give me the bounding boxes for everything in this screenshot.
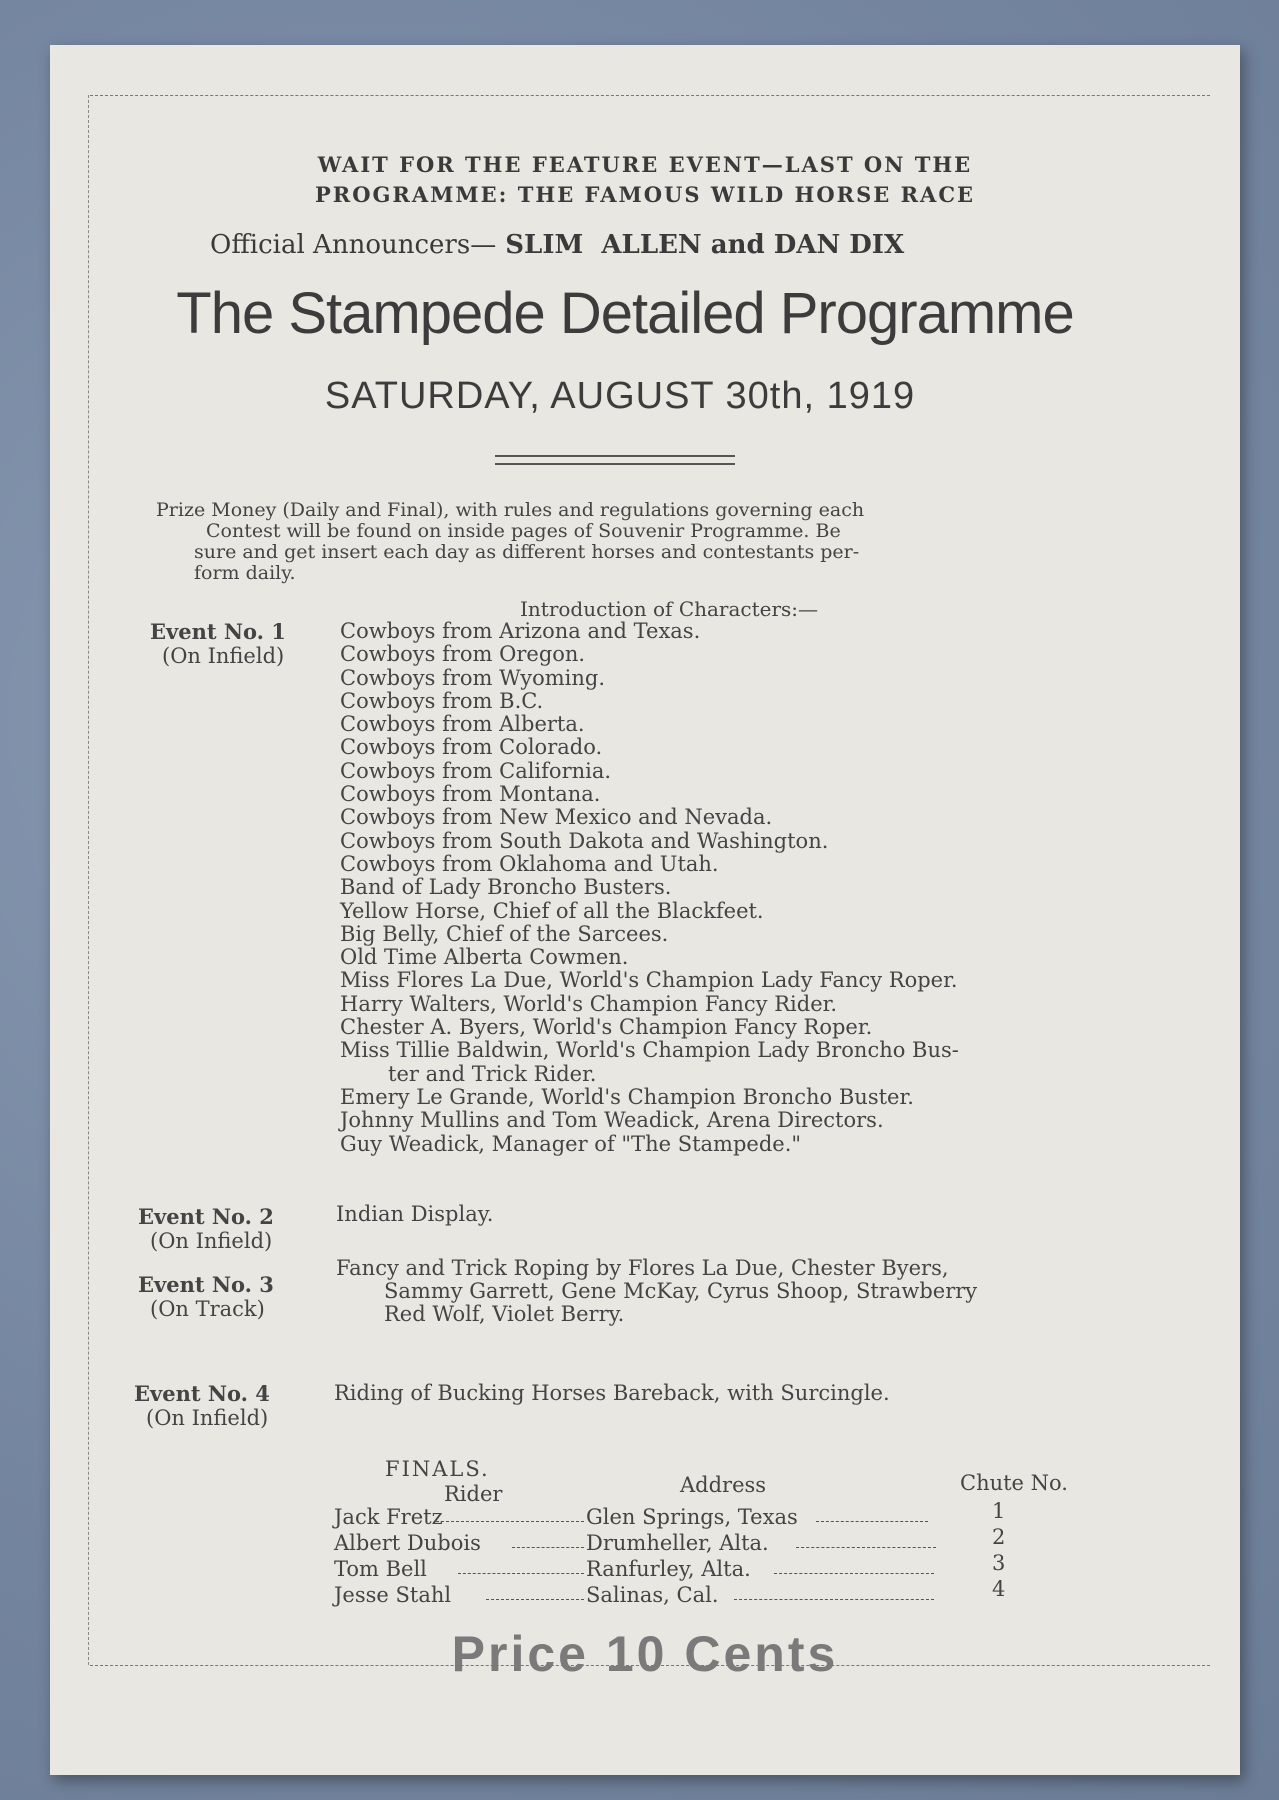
leader-dashes <box>816 1521 928 1522</box>
list-item: Big Belly, Chief of the Sarcees. <box>340 921 669 946</box>
list-item: Cowboys from Colorado. <box>340 735 603 760</box>
event-2-text: Indian Display. <box>336 1202 494 1226</box>
feature-event-notice <box>50 150 1240 210</box>
rider-address: Salinas, Cal. <box>586 1583 719 1607</box>
table-row <box>334 1551 1154 1583</box>
event-1-label <box>150 620 286 668</box>
event-3-label <box>138 1273 274 1321</box>
list-item: Chester A. Byers, World's Champion Fancy Roper. <box>340 1015 873 1040</box>
leader-dashes <box>796 1547 936 1548</box>
leader-dashes <box>436 1521 584 1522</box>
list-item: Harry Walters, World's Champion Fancy Rider. <box>340 991 838 1016</box>
event-number: Event No. 2 <box>138 1204 274 1229</box>
prize-line: sure and get insert each day as different horses and contestants per- <box>194 541 860 563</box>
finals-heading: FINALS. <box>385 1457 490 1481</box>
feature-line-2: PROGRAMME: THE FAMOUS WILD HORSE RACE <box>314 182 976 207</box>
list-item: Yellow Horse, Chief of all the Blackfeet. <box>340 898 764 923</box>
event-3-line: Fancy and Trick Roping by Flores La Due, Chester Byers, <box>336 1256 949 1280</box>
list-item: Cowboys from B.C. <box>340 688 544 713</box>
characters-list <box>340 620 1140 1156</box>
leader-dashes <box>486 1599 584 1600</box>
announcers-label: Official Announcers— <box>210 230 497 260</box>
dashed-border-left <box>88 95 89 1665</box>
event-number: Event No. 3 <box>138 1272 274 1297</box>
list-item: Old Time Alberta Cowmen. <box>340 945 629 970</box>
list-item: Cowboys from Alberta. <box>340 712 585 737</box>
list-item: Cowboys from Oregon. <box>340 642 586 667</box>
prize-money-note <box>156 500 1056 584</box>
event-location: (On Infield) <box>150 1229 273 1253</box>
prize-line: Contest will be found on inside pages of Souvenir Programme. Be <box>206 520 841 542</box>
event-4-text: Riding of Bucking Horses Bareback, with Surcingle. <box>334 1381 890 1405</box>
list-item: Emery Le Grande, World's Champion Broncho Buster. <box>340 1084 914 1109</box>
rider-name: Jesse Stahl <box>334 1583 452 1607</box>
rider-name: Tom Bell <box>334 1557 427 1581</box>
rider-address: Glen Springs, Texas <box>586 1505 798 1529</box>
event-location: (On Infield) <box>146 1406 269 1430</box>
list-item: Miss Flores La Due, World's Champion Lady Fancy Roper. <box>340 968 958 993</box>
col-rider: Rider <box>444 1482 503 1506</box>
list-item: Cowboys from New Mexico and Nevada. <box>340 805 773 830</box>
rider-name: Jack Fretz <box>334 1505 443 1529</box>
list-item: Cowboys from California. <box>340 758 612 783</box>
prize-line: Prize Money (Daily and Final), with rules and regulations governing each <box>156 499 865 521</box>
event-2-label <box>138 1205 274 1253</box>
chute-number: 3 <box>992 1551 1006 1575</box>
table-row <box>334 1525 1154 1557</box>
event-number: Event No. 4 <box>134 1381 270 1406</box>
table-row <box>334 1499 1154 1531</box>
leader-dashes <box>734 1599 934 1600</box>
chute-number: 1 <box>992 1499 1006 1523</box>
table-row <box>334 1577 1154 1609</box>
event-3-text <box>336 1257 1156 1326</box>
chute-number: 2 <box>992 1525 1006 1549</box>
programme-sheet <box>50 45 1240 1775</box>
col-address: Address <box>680 1473 767 1497</box>
finals-table <box>334 1499 1154 1609</box>
prize-line: form daily. <box>194 562 296 584</box>
event-number: Event No. 1 <box>150 619 286 644</box>
list-item: Johnny Mullins and Tom Weadick, Arena Directors. <box>340 1108 884 1133</box>
list-item: Band of Lady Broncho Busters. <box>340 875 672 900</box>
event-location: (On Infield) <box>162 644 285 668</box>
list-item: Cowboys from Montana. <box>340 782 601 807</box>
list-item: Cowboys from Arizona and Texas. <box>340 619 701 643</box>
list-item: Miss Tillie Baldwin, World's Champion Lady Broncho Bus- <box>340 1038 959 1063</box>
leader-dashes <box>512 1547 584 1548</box>
page-title: The Stampede Detailed Programme <box>176 281 1074 346</box>
list-item: Guy Weadick, Manager of "The Stampede." <box>340 1131 802 1156</box>
feature-line-1: WAIT FOR THE FEATURE EVENT—LAST ON THE <box>317 152 973 177</box>
dashed-border-top <box>90 95 1210 96</box>
chute-number: 4 <box>992 1577 1006 1601</box>
rider-address: Drumheller, Alta. <box>586 1531 769 1555</box>
event-3-line: Red Wolf, Violet Berry. <box>384 1302 625 1326</box>
divider-rule <box>495 455 735 457</box>
event-location: (On Track) <box>150 1297 265 1321</box>
event-4-label <box>134 1382 270 1430</box>
list-item: Cowboys from South Dakota and Washington. <box>340 828 829 853</box>
programme-date: SATURDAY, AUGUST 30th, 1919 <box>324 375 916 417</box>
intro-heading: Introduction of Characters:— <box>520 597 819 621</box>
announcers-names: SLIM ALLEN and DAN DIX <box>505 230 905 260</box>
leader-dashes <box>458 1573 584 1574</box>
col-chute: Chute No. <box>960 1471 1068 1495</box>
divider-rule <box>495 463 735 465</box>
list-item: Cowboys from Oklahoma and Utah. <box>340 851 719 876</box>
announcers <box>210 230 904 260</box>
leader-dashes <box>774 1573 934 1574</box>
rider-name: Albert Dubois <box>334 1531 481 1555</box>
list-item: ter and Trick Rider. <box>388 1061 597 1086</box>
event-3-line: Sammy Garrett, Gene McKay, Cyrus Shoop, Strawberry <box>384 1279 978 1303</box>
rider-address: Ranfurley, Alta. <box>586 1557 751 1581</box>
list-item: Cowboys from Wyoming. <box>340 665 606 690</box>
price-label: Price 10 Cents <box>451 1626 839 1682</box>
